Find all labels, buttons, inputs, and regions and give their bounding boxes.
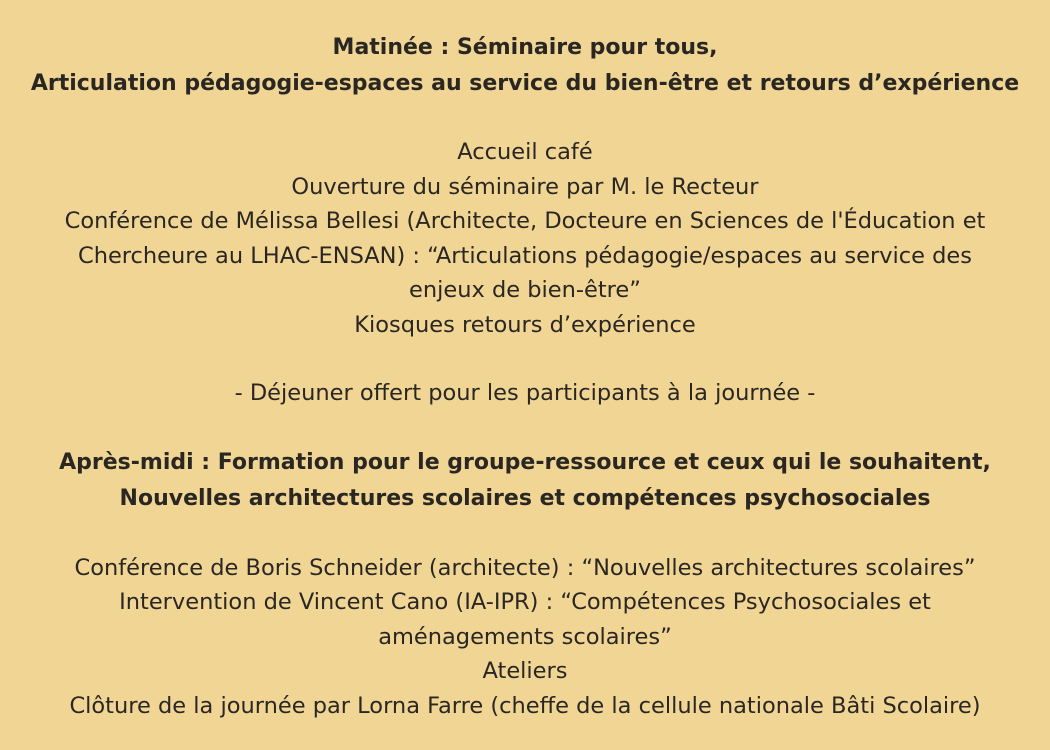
morning-title-line-1: Matinée : Séminaire pour tous, (332, 35, 718, 60)
afternoon-item-workshops: Ateliers (482, 658, 568, 684)
morning-title-line-2: Articulation pédagogie-espaces au service du bien-être et retours d’expérience (30, 71, 1020, 96)
afternoon-item-intervention-line-2: aménagements scolaires” (378, 623, 672, 650)
morning-item-conference-line-2: Chercheure au LHAC-ENSAN) : “Articulations pédagogie/espaces au service des (77, 242, 972, 269)
afternoon-item-conference: Conférence de Boris Schneider (architecte) : “Nouvelles architectures scolaires” (74, 554, 976, 581)
spacer (0, 517, 1050, 551)
morning-item-conference-line-3: enjeux de bien-être” (409, 277, 641, 303)
lunch-note: - Déjeuner offert pour les participants à la journée - (234, 380, 816, 406)
spacer (0, 102, 1050, 135)
afternoon-title-line-2: Nouvelles architectures scolaires et compétences psychosociales (119, 485, 931, 511)
spacer (0, 411, 1050, 445)
morning-item-opening: Ouverture du séminaire par M. le Recteur (291, 173, 759, 200)
afternoon-title-line-1: Après-midi : Formation pour le groupe-ressource et ceux qui le souhaitent, (59, 449, 991, 475)
spacer (0, 342, 1050, 376)
morning-item-kiosks: Kiosques retours d’expérience (354, 311, 696, 338)
morning-item-conference-line-1: Conférence de Mélissa Bellesi (Architecte, Docteure en Sciences de l'Éducation et (64, 208, 986, 234)
afternoon-item-intervention-line-1: Intervention de Vincent Cano (IA-IPR) : “Compétences Psychosociales et (119, 589, 931, 615)
afternoon-item-closing: Clôture de la journée par Lorna Farre (cheffe de la cellule nationale Bâti Scolaire) (69, 692, 981, 719)
morning-item-welcome: Accueil café (457, 139, 593, 165)
